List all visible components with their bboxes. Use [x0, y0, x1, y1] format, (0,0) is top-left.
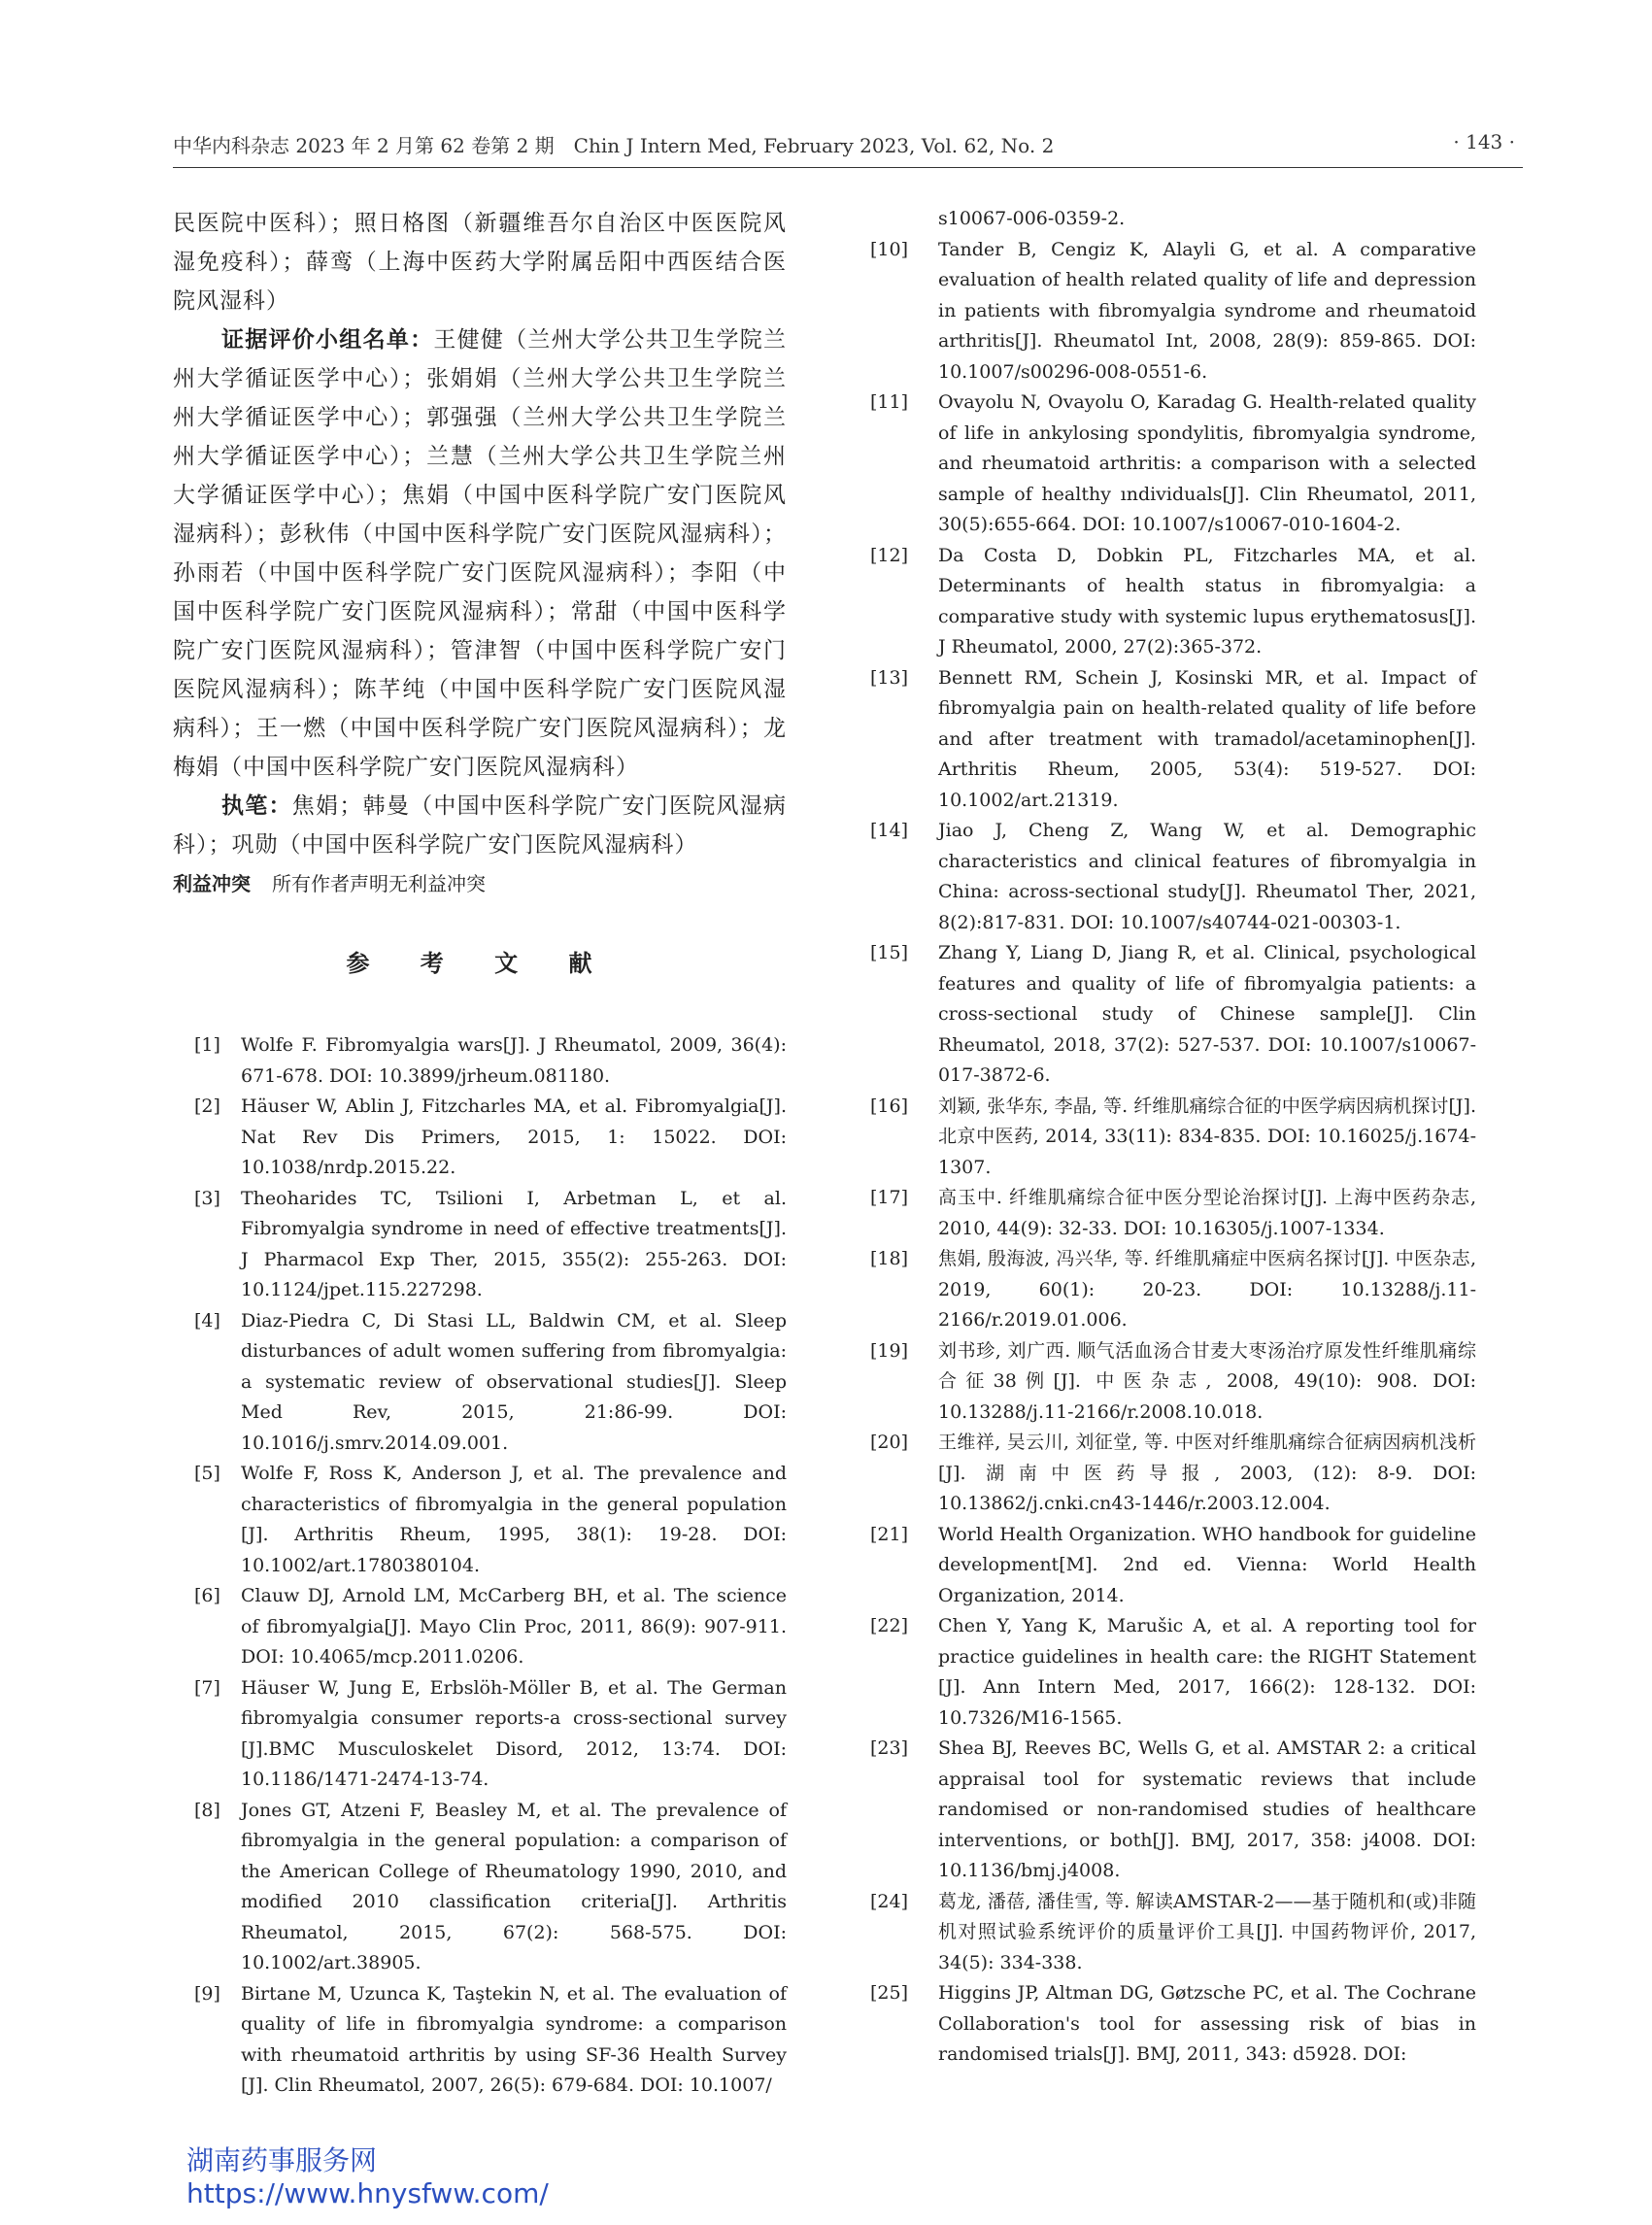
- reference-text: Zhang Y, Liang D, Jiang R, et al. Clinical, psychological features and quality of life of fibromyalgia patients: a cross-sectional study of Chinese sample[J]. Clin Rheumatol, 2018, 37(2): 527-537. DOI: 10.1007/s10067-017-3872-6.: [938, 942, 1476, 1086]
- reference-number: [10]: [870, 238, 909, 260]
- reference-number: [25]: [870, 1982, 909, 2004]
- reference-text: Wolfe F. Fibromyalgia wars[J]. J Rheumatol, 2009, 36(4): 671-678. DOI: 10.3899/jrheum.081180.: [241, 1034, 787, 1087]
- reference-item: [870, 1336, 1476, 1429]
- reference-text: Higgins JP, Altman DG, Gøtzsche PC, et al. The Cochrane Collaboration's tool for assessing risk of bias in randomised trials[J]. BMJ, 2011, 343: d5928. DOI:: [938, 1982, 1476, 2065]
- watermark-url[interactable]: https://www.hnysfww.com/: [186, 2177, 549, 2209]
- reference-item: [870, 1611, 1476, 1734]
- reference-number: [9]: [194, 1982, 220, 2005]
- reference-text: Theoharides TC, Tsilioni I, Arbetman L, et al. Fibromyalgia syndrome in need of effective treatments[J]. J Pharmacol Exp Ther, 2015, 355(2): 255-263. DOI: 10.1124/jpet.115.227298.: [241, 1187, 787, 1300]
- writing-paragraph: [173, 787, 787, 864]
- reference-item: [870, 1734, 1476, 1887]
- reference-number: [11]: [870, 391, 909, 413]
- reference-item: [870, 1092, 1476, 1184]
- reference-item: [870, 388, 1476, 541]
- references-heading: 参 考 文 献: [346, 949, 614, 977]
- header-rule: [173, 167, 1523, 168]
- reference-item: [870, 1183, 1476, 1244]
- reference-item: [173, 1092, 787, 1184]
- reference-text: Da Costa D, Dobkin PL, Fitzcharles MA, et al. Determinants of health status in fibromyalgia: a comparative study with systemic lupus erythematosus[J]. J Rheumatol, 2000, 27(2):365-372.: [938, 544, 1476, 657]
- reference-number: [16]: [870, 1095, 909, 1117]
- reference-number: [8]: [194, 1799, 220, 1821]
- contributors-continued: 民医院中医科）；照日格图（新疆维吾尔自治区中医医院风湿免疫科）；薛鸾（上海中医药大学附属岳阳中西医结合医院风湿科）: [173, 211, 787, 314]
- reference-item: [870, 541, 1476, 663]
- reference-text: Häuser W, Jung E, Erbslöh-Möller B, et al. The German fibromyalgia consumer reports-a cross-sectional survey [J].BMC Musculoskelet Disord, 2012, 13:74. DOI: 10.1186/1471-2474-13-74.: [241, 1676, 787, 1790]
- site-watermark: [186, 2144, 549, 2210]
- reference-text: s10067-006-0359-2.: [938, 208, 1126, 229]
- reference-list-right: [870, 204, 1476, 2071]
- reference-text: Chen Y, Yang K, Marušic A, et al. A reporting tool for practice guidelines in health care: the RIGHT Statement [J]. Ann Intern Med, 2017, 166(2): 128-132. DOI: 10.7326/M16-1565.: [938, 1615, 1476, 1729]
- reference-number: [17]: [870, 1187, 909, 1208]
- reference-item: [870, 1244, 1476, 1336]
- reference-text: Birtane M, Uzunca K, Taştekin N, et al. The evaluation of quality of life in fibromyalgia syndrome: a comparison with rheumatoid arthritis by using SF-36 Health Survey [J]. Clin Rheumatol, 2007, 26(5): 679-684. DOI: 10.1007/: [241, 1982, 787, 2096]
- reference-item: [173, 1184, 787, 1306]
- reference-item: [173, 1459, 787, 1581]
- page-number: · 143 ·: [1453, 130, 1515, 153]
- reference-list-left: [173, 1030, 787, 2102]
- reference-text: Tander B, Cengiz K, Alayli G, et al. A comparative evaluation of health related quality of life and depression in patients with fibromyalgia syndrome and rheumatoid arthritis[J]. Rheumatol Int, 2008, 28(9): 859-865. DOI: 10.1007/s00296-008-0551-6.: [938, 238, 1476, 383]
- reference-text: 刘颖, 张华东, 李晶, 等. 纤维肌痛综合征的中医学病因病机探讨[J]. 北京中医药, 2014, 33(11): 834-835. DOI: 10.16025/j.1674-1307.: [938, 1095, 1476, 1178]
- reference-item: [173, 1581, 787, 1673]
- journal-citation: 中华内科杂志 2023 年 2 月第 62 卷第 2 期 Chin J Intern Med, February 2023, Vol. 62, No. 2: [173, 134, 1055, 157]
- reference-text: Shea BJ, Reeves BC, Wells G, et al. AMSTAR 2: a critical appraisal tool for systematic reviews that include randomised or non-randomised studies of healthcare interventions, or both[J]. BMJ, 2017, 358: j4008. DOI: 10.1136/bmj.j4008.: [938, 1737, 1476, 1881]
- reference-text: Clauw DJ, Arnold LM, McCarberg BH, et al. The science of fibromyalgia[J]. Mayo Clin Proc, 2011, 86(9): 907-911. DOI: 10.4065/mcp.2011.0206.: [241, 1585, 787, 1668]
- reference-item: [870, 1887, 1476, 1979]
- reference-text: Diaz-Piedra C, Di Stasi LL, Baldwin CM, et al. Sleep disturbances of adult women suffering from fibromyalgia: a systematic review of observational studies[J]. Sleep Med Rev, 2015, 21:86-99. DOI: 10.1016/j.smrv.2014.09.001.: [241, 1309, 787, 1454]
- reference-number: [1]: [194, 1034, 220, 1056]
- reference-text: 高玉中. 纤维肌痛综合征中医分型论治探讨[J]. 上海中医药杂志, 2010, 44(9): 32-33. DOI: 10.16305/j.1007-1334.: [938, 1187, 1476, 1239]
- writing-label: 执笔：: [221, 792, 292, 819]
- reference-number: [20]: [870, 1432, 909, 1453]
- reference-item: [870, 204, 1476, 235]
- reference-number: [7]: [194, 1676, 220, 1699]
- reference-number: [5]: [194, 1463, 220, 1484]
- reference-item: [173, 1306, 787, 1460]
- reference-number: [21]: [870, 1523, 909, 1545]
- reference-number: [4]: [194, 1309, 220, 1332]
- reference-number: [12]: [870, 544, 909, 566]
- reference-text: Ovayolu N, Ovayolu O, Karadag G. Health-related quality of life in ankylosing spondylitis, fibromyalgia syndrome, and rheumatoid arthritis: a comparison with a selected sample of healthy ındividuals[J]. Clin Rheumatol, 2011, 30(5):655-664. DOI: 10.1007/s10067-010-1604-2.: [938, 391, 1476, 535]
- reference-item: [173, 1673, 787, 1796]
- reference-item: [870, 816, 1476, 938]
- reference-text: Bennett RM, Schein J, Kosinski MR, et al. Impact of fibromyalgia pain on health-related quality of life before and after treatment with tramadol/acetaminophen[J]. Arthritis Rheum, 2005, 53(4): 519-527. DOI: 10.1002/art.21319.: [938, 666, 1476, 811]
- reference-number: [19]: [870, 1339, 909, 1362]
- reference-number: [2]: [194, 1096, 220, 1117]
- reference-text: 王维祥, 吴云川, 刘征堂, 等. 中医对纤维肌痛综合征病因病机浅析[J]. 湖南中医药导报, 2003, (12): 8-9. DOI: 10.13862/j.cnki.cn43-1446/r.2003.12.004.: [938, 1432, 1476, 1514]
- coi-text: 所有作者声明无利益冲突: [272, 872, 486, 895]
- reference-item: [870, 1978, 1476, 2071]
- reference-item: [870, 938, 1476, 1092]
- reference-text: Jones GT, Atzeni F, Beasley M, et al. The prevalence of fibromyalgia in the general population: a comparison of the American College of Rheumatology 1990, 2010, and modified 2010 classification criteria[J]. Arthritis Rheumatol, 2015, 67(2): 568-575. DOI: 10.1002/art.38905.: [241, 1799, 787, 1973]
- writing-text: 焦娟；韩曼（中国中医科学院广安门医院风湿病科）；巩勋（中国中医科学院广安门医院风湿病科）: [173, 793, 788, 858]
- reference-text: Wolfe F, Ross K, Anderson J, et al. The prevalence and characteristics of fibromyalgia in the general population [J]. Arthritis Rheum, 1995, 38(1): 19-28. DOI: 10.1002/art.1780380104.: [241, 1463, 787, 1576]
- reference-number: [13]: [870, 666, 909, 689]
- reference-number: [23]: [870, 1737, 909, 1759]
- reference-number: [15]: [870, 942, 909, 963]
- reference-item: [870, 663, 1476, 817]
- reference-text: Jiao J, Cheng Z, Wang W, et al. Demographic characteristics and clinical features of fibromyalgia in China: across-sectional study[J]. Rheumatol Ther, 2021, 8(2):817-831. DOI: 10.1007/s40744-021-00303-1.: [938, 820, 1476, 933]
- reference-item: [870, 1428, 1476, 1520]
- reference-number: [6]: [194, 1585, 220, 1606]
- reference-text: World Health Organization. WHO handbook for guideline development[M]. 2nd ed. Vienna: World Health Organization, 2014.: [938, 1523, 1476, 1606]
- reference-item: [173, 1796, 787, 1979]
- reference-item: [870, 235, 1476, 388]
- evidence-group-paragraph: [173, 320, 787, 787]
- reference-number: [18]: [870, 1248, 909, 1269]
- running-header: [173, 130, 1523, 165]
- reference-text: 葛龙, 潘蓓, 潘佳雪, 等. 解读AMSTAR-2——基于随机和(或)非随机对照试验系统评价的质量评价工具[J]. 中国药物评价, 2017, 34(5): 334-338.: [938, 1890, 1476, 1973]
- reference-text: Häuser W, Ablin J, Fitzcharles MA, et al. Fibromyalgia[J]. Nat Rev Dis Primers, 2015, 1: 15022. DOI: 10.1038/nrdp.2015.22.: [241, 1096, 787, 1178]
- reference-item: [173, 1030, 787, 1092]
- coi-label: 利益冲突: [173, 872, 251, 895]
- left-column: [173, 204, 787, 2102]
- watermark-title: 湖南药事服务网: [186, 2144, 378, 2176]
- reference-number: [3]: [194, 1187, 220, 1209]
- reference-text: 刘书珍, 刘广西. 顺气活血汤合甘麦大枣汤治疗原发性纤维肌痛综合征38例[J]. 中医杂志, 2008, 49(10): 908. DOI: 10.13288/j.11-2166/r.2008.10.018.: [938, 1339, 1476, 1423]
- reference-number: [14]: [870, 820, 909, 841]
- reference-item: [173, 1979, 787, 2102]
- evidence-group-label: 证据评价小组名单：: [221, 326, 434, 353]
- reference-number: [22]: [870, 1615, 909, 1636]
- reference-number: [24]: [870, 1890, 909, 1912]
- right-column: [870, 204, 1476, 2071]
- reference-text: 焦娟, 殷海波, 冯兴华, 等. 纤维肌痛症中医病名探讨[J]. 中医杂志, 2019, 60(1): 20-23. DOI: 10.13288/j.11-2166/r.2019.01.006.: [938, 1248, 1476, 1331]
- conflict-of-interest: [173, 864, 787, 903]
- evidence-group-text: 王健健（兰州大学公共卫生学院兰州大学循证医学中心）；张娟娟（兰州大学公共卫生学院兰州大学循证医学中心）；郭强强（兰州大学公共卫生学院兰州大学循证医学中心）；兰慧（兰州大学公共卫生学院兰州大学循证医学中心）；焦娟（中国中医科学院广安门医院风湿病科）；彭秋伟（中国中医科学院广安门医院风湿病科）；孙雨若（中国中医科学院广安门医院风湿病科）；李阳（中国中医科学院广安门医院风湿病科）；常甜（中国中医科学院广安门医院风湿病科）；管津智（中国中医科学院广安门医院风湿病科）；陈芊纯（中国中医科学院广安门医院风湿病科）；王一燃（中国中医科学院广安门医院风湿病科）；龙梅娟（中国中医科学院广安门医院风湿病科）: [173, 327, 788, 780]
- reference-item: [870, 1520, 1476, 1612]
